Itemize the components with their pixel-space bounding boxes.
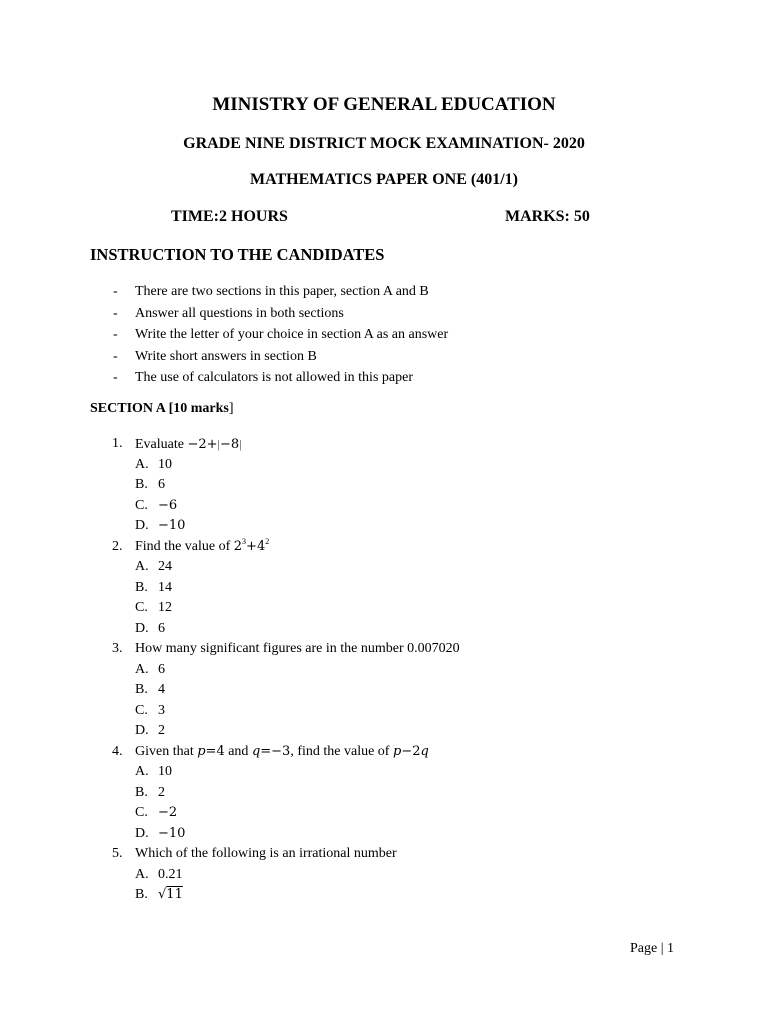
instruction-text: Write the letter of your choice in section A as an answer [135,327,449,343]
instructions-heading: INSTRUCTION TO THE CANDIDATES [90,245,385,264]
option-letter: C. [135,497,148,513]
option-value: 10 [158,764,172,779]
option-letter: B. [135,579,148,595]
option-letter: C. [135,600,148,615]
bullet-dash: - [113,327,118,343]
math-exponent: 3 [242,536,247,546]
question-number: 3. [112,641,123,656]
question-prefix: Find the value of [135,538,234,554]
option-letter: B. [135,477,148,492]
instruction-text: Answer all questions in both sections [135,305,344,321]
question-number: 2. [112,538,123,554]
square-root-icon: √ [158,887,167,902]
option-letter: A. [135,764,149,779]
math-variable: p [197,743,206,759]
instruction-item [0,346,448,368]
instruction-text: The use of calculators is not allowed in this paper [135,370,413,386]
exam-title: GRADE NINE DISTRICT MOCK EXAMINATION- 2020 [183,135,585,152]
option-letter: D. [135,825,149,841]
question-text: How many significant figures are in the number 0.007020 [135,641,460,656]
bullet-dash: - [113,305,118,321]
radicand: 11 [166,887,183,902]
section-heading-bracket: ] [228,401,234,416]
abs-bar-open: | [217,437,220,451]
math-variable: q [251,743,261,759]
option-letter: B. [135,784,148,800]
page-number: Page | 1 [630,941,675,956]
option-value: 12 [158,600,172,615]
instruction-item [0,303,448,325]
math-base: 2 [233,538,243,554]
question-text: Which of the following is an irrational number [135,846,397,861]
option-value: 6 [158,661,165,677]
option-value: 2 [158,784,165,800]
section-heading [90,401,234,417]
option-letter: A. [135,456,149,472]
option-letter: B. [135,682,148,697]
option-letter: D. [135,518,149,533]
math-variable: p [392,743,402,759]
option-value: 0.21 [158,866,183,882]
option-letter: C. [135,805,148,820]
option-value: −6 [158,497,178,513]
instruction-item [0,324,448,346]
question-number: 1. [112,436,123,451]
instruction-item [0,367,448,389]
option-letter: D. [135,620,149,636]
bullet-dash: - [113,370,118,386]
option-value: 3 [158,702,165,718]
instructions-list [0,281,448,389]
time-allowed: TIME:2 HOURS [171,208,288,225]
option-letter: A. [135,661,149,677]
bullet-dash: - [113,284,118,299]
math-expression: +4 [246,538,266,554]
option-value: 24 [158,559,172,574]
question-text-part: , find the value of [290,743,393,759]
option-value: 4 [158,682,165,697]
instruction-item [0,281,448,303]
option-letter: D. [135,723,149,738]
math-variable: q [420,743,429,759]
option-value: 6 [158,477,165,492]
option-value: 10 [158,456,172,472]
math-expression: −8 [219,437,240,452]
option-letter: A. [135,559,149,574]
option-value: 14 [158,579,172,595]
math-expression: =4 [205,743,225,759]
section-heading-bold: SECTION A [10 marks [90,401,229,416]
question-text [135,434,242,456]
paper-title: MATHEMATICS PAPER ONE (401/1) [250,171,518,188]
abs-bar-close: | [239,437,242,451]
option-value: 6 [158,620,165,636]
option-value: −10 [158,518,186,533]
ministry-title: MINISTRY OF GENERAL EDUCATION [212,94,556,115]
math-expression: −2 [401,743,421,759]
question-prefix: Given that [135,743,198,759]
bullet-dash: - [113,348,118,364]
math-exponent: 2 [265,536,270,546]
option-letter: A. [135,866,149,882]
question-number: 4. [112,743,123,759]
question-text [135,742,429,763]
math-expression: =−3 [260,743,291,759]
option-value [158,885,183,906]
option-value: −10 [158,825,186,841]
instruction-text: There are two sections in this paper, section A and B [135,284,429,299]
math-expression: −2+ [187,437,218,452]
total-marks: MARKS: 50 [505,208,590,225]
question-text-part: and [224,743,252,759]
option-value: −2 [158,805,178,820]
question-prefix: Evaluate [135,437,188,452]
question-text [135,537,269,558]
option-value: 2 [158,723,165,738]
question-number: 5. [112,846,123,861]
option-letter: B. [135,887,148,902]
instruction-text: Write short answers in section B [135,348,317,364]
option-letter: C. [135,702,148,718]
